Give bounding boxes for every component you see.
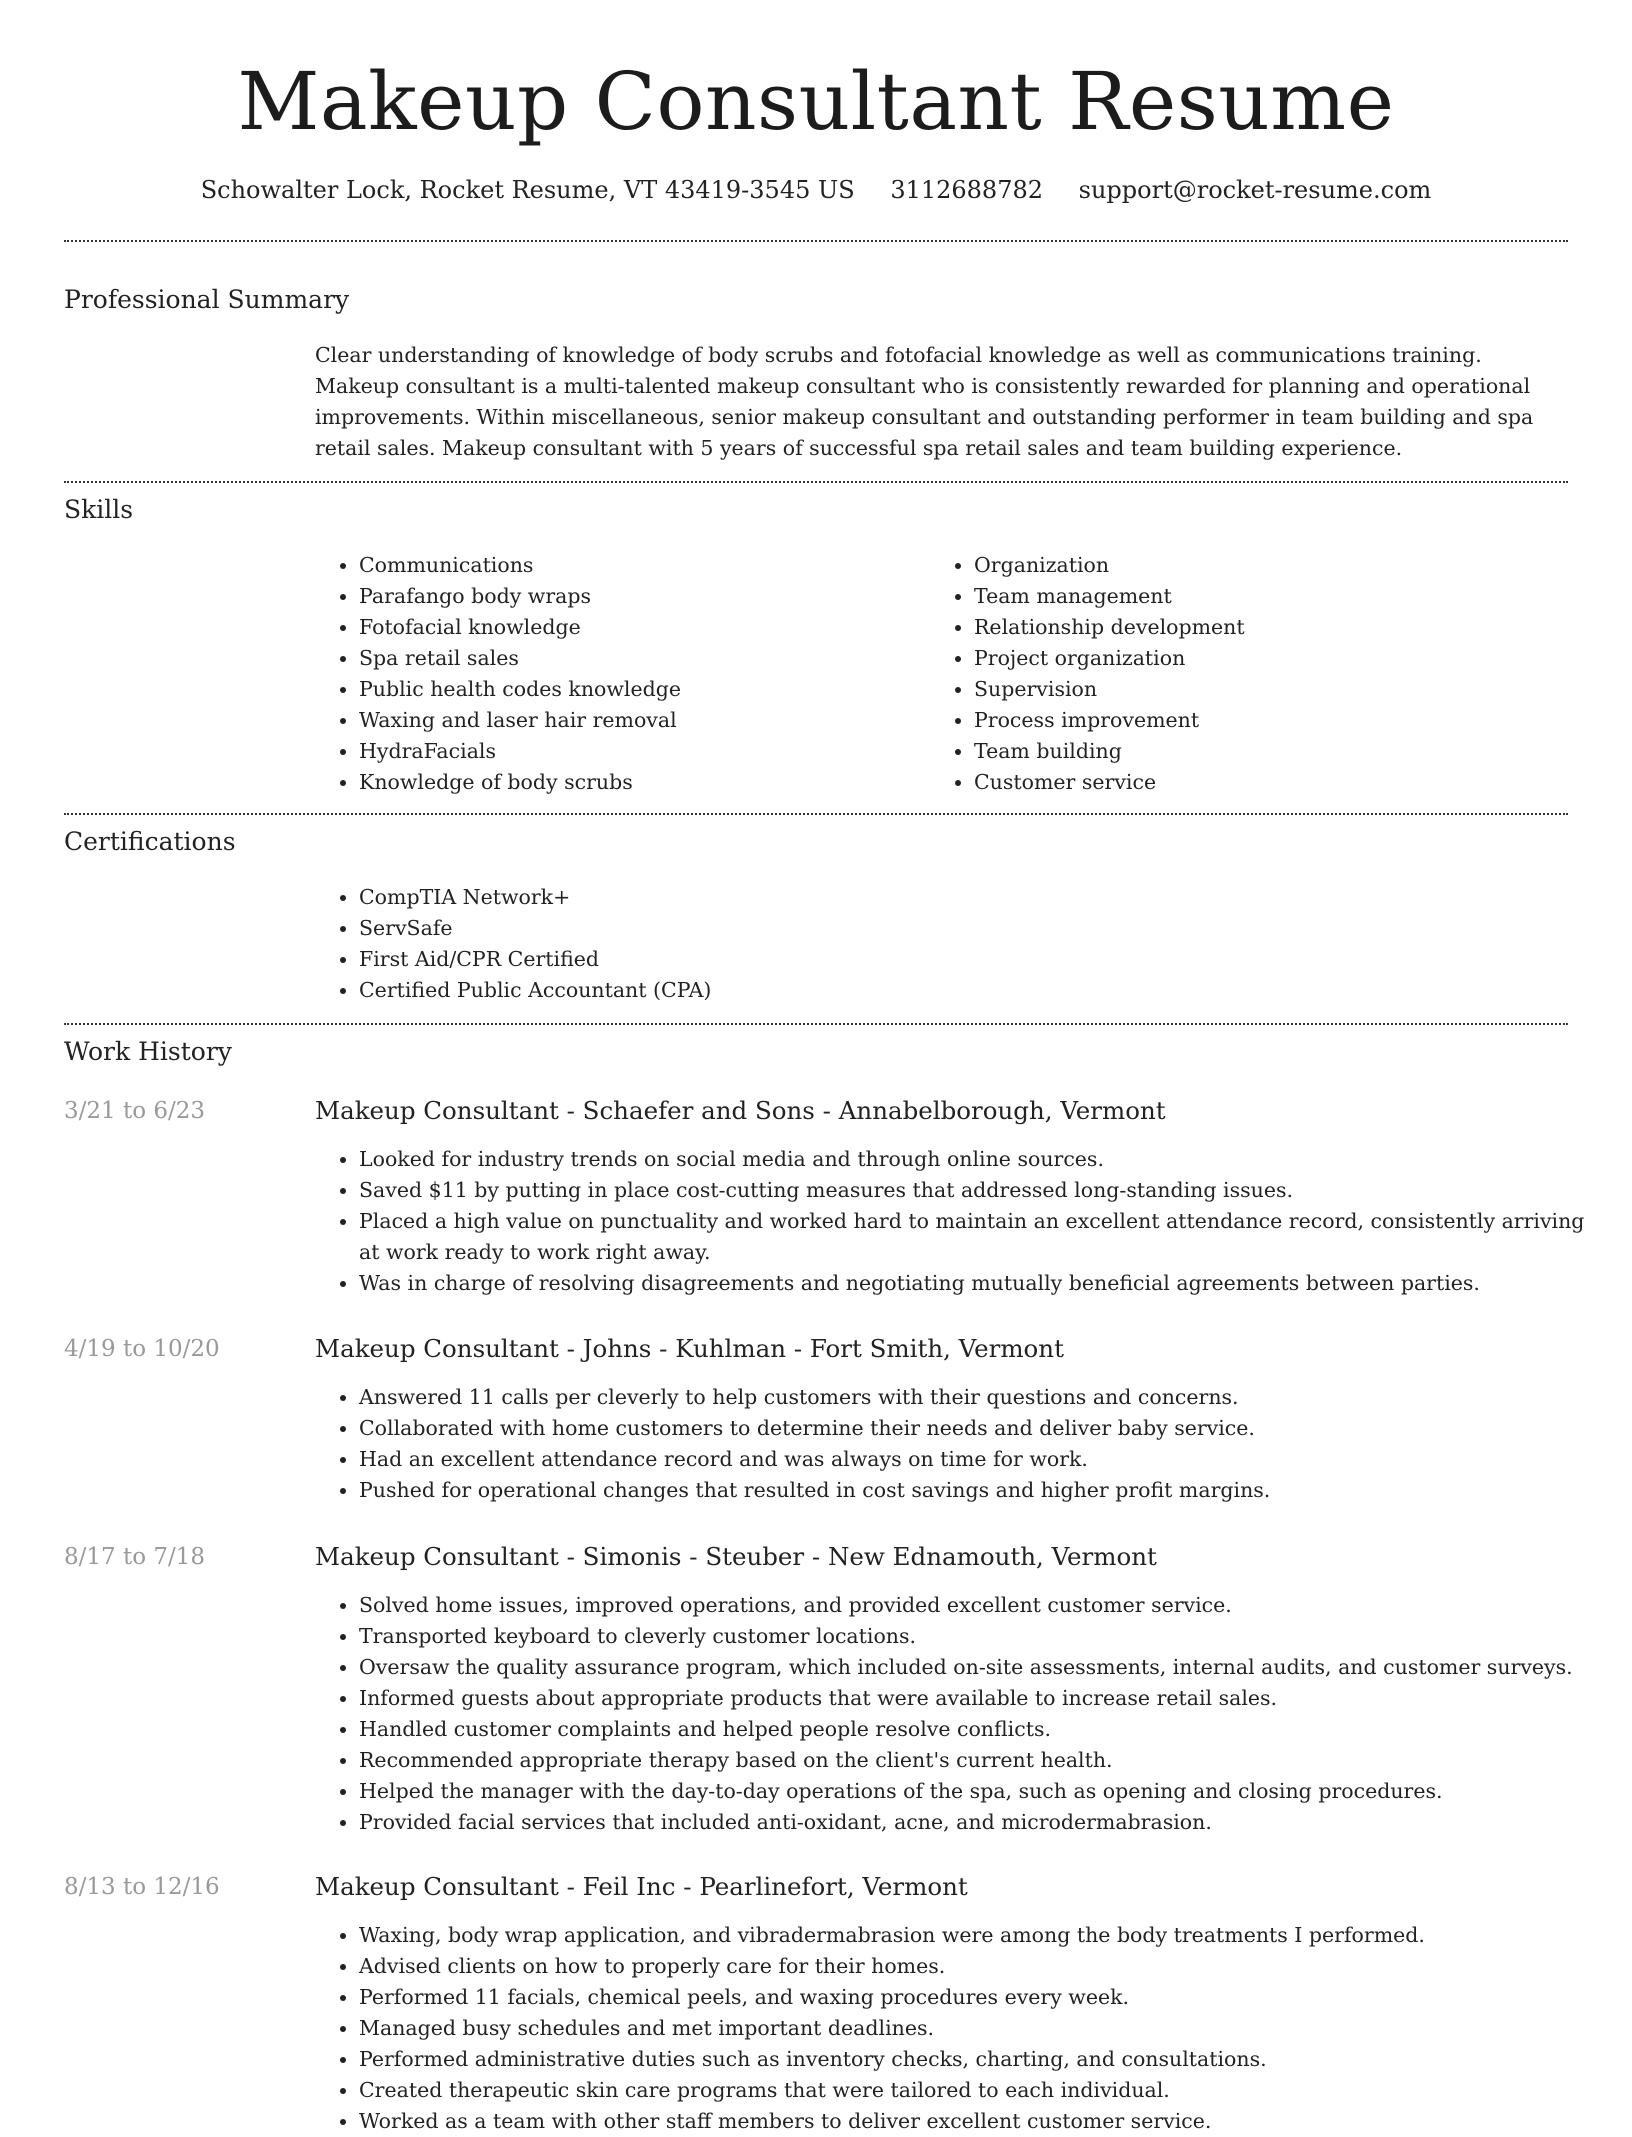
contact-phone: 3112688782	[890, 176, 1044, 204]
job-bullet: • Waxing, body wrap application, and vibradermabrasion were among the body treatments I performed.	[359, 1920, 1599, 1951]
job-title: Makeup Consultant - Simonis - Steuber - New Ednamouth, Vermont	[315, 1542, 1157, 1571]
job-bullet: • Placed a high value on punctuality and worked hard to maintain an excellent attendance record, consistently arriving at work ready to work right away.	[359, 1206, 1599, 1268]
divider	[64, 481, 1568, 483]
job-title: Makeup Consultant - Feil Inc - Pearlinefort, Vermont	[315, 1872, 968, 1901]
job-bullet: • Transported keyboard to cleverly customer locations.	[359, 1621, 1599, 1652]
job-bullets	[315, 1144, 1599, 1299]
skill-item: • Team management	[974, 581, 1534, 612]
section-heading-summary: Professional Summary	[64, 285, 350, 314]
skill-item: • Fotofacial knowledge	[359, 612, 919, 643]
certification-item: • First Aid/CPR Certified	[359, 944, 1559, 975]
section-heading-certifications: Certifications	[64, 827, 236, 856]
skills-list-right	[930, 550, 1534, 798]
summary-text: Clear understanding of knowledge of body scrubs and fotofacial knowledge as well as communications training. Makeup consultant is a multi-talented makeup consultant who is consistently rewarded for planning and operational improvements. Within miscellaneous, senior makeup consultant and outstanding performer in team building and spa retail sales. Makeup consultant with 5 years of successful spa retail sales and team building experience.	[315, 343, 1534, 460]
skill-item: • Process improvement	[974, 705, 1534, 736]
certifications-list	[315, 882, 1559, 1006]
skill-item: • Spa retail sales	[359, 643, 919, 674]
job-dates: 8/13 to 12/16	[64, 1874, 220, 1900]
skill-item: • Relationship development	[974, 612, 1534, 643]
contact-email: support@rocket-resume.com	[1078, 176, 1432, 204]
job-bullet: • Helped the manager with the day-to-day operations of the spa, such as opening and closing procedures.	[359, 1776, 1599, 1807]
job-bullet: • Solved home issues, improved operations, and provided excellent customer service.	[359, 1590, 1599, 1621]
job-bullet: • Saved $11 by putting in place cost-cutting measures that addressed long-standing issues.	[359, 1175, 1599, 1206]
job-bullet: • Pushed for operational changes that resulted in cost savings and higher profit margins.	[359, 1475, 1599, 1506]
certification-item: • CompTIA Network+	[359, 882, 1559, 913]
divider	[64, 813, 1568, 815]
job-bullet: • Performed 11 facials, chemical peels, and waxing procedures every week.	[359, 1982, 1599, 2013]
skills-list-left	[315, 550, 919, 798]
skill-item: • Customer service	[974, 767, 1534, 798]
job-title: Makeup Consultant - Schaefer and Sons - Annabelborough, Vermont	[315, 1096, 1166, 1125]
page-title: Makeup Consultant Resume	[237, 55, 1395, 148]
job-bullets	[315, 1590, 1599, 1838]
job-bullet: • Performed administrative duties such as inventory checks, charting, and consultations.	[359, 2044, 1599, 2075]
job-dates: 3/21 to 6/23	[64, 1098, 206, 1124]
skill-item: • Communications	[359, 550, 919, 581]
job-bullet: • Collaborated with home customers to determine their needs and deliver baby service.	[359, 1413, 1599, 1444]
job-bullet: • Answered 11 calls per cleverly to help customers with their questions and concerns.	[359, 1382, 1599, 1413]
job-title: Makeup Consultant - Johns - Kuhlman - Fort Smith, Vermont	[315, 1334, 1064, 1363]
job-bullet: • Worked as a team with other staff members to deliver excellent customer service.	[359, 2106, 1599, 2137]
job-bullet: • Was in charge of resolving disagreements and negotiating mutually beneficial agreements between parties.	[359, 1268, 1599, 1299]
job-dates: 4/19 to 10/20	[64, 1336, 220, 1362]
job-bullet: • Handled customer complaints and helped people resolve conflicts.	[359, 1714, 1599, 1745]
job-bullet: • Advised clients on how to properly care for their homes.	[359, 1951, 1599, 1982]
job-dates: 8/17 to 7/18	[64, 1544, 206, 1570]
skill-item: • Project organization	[974, 643, 1534, 674]
job-bullet: • Oversaw the quality assurance program, which included on-site assessments, internal audits, and customer surveys.	[359, 1652, 1599, 1683]
job-bullet: • Informed guests about appropriate products that were available to increase retail sales.	[359, 1683, 1599, 1714]
skill-item: • Public health codes knowledge	[359, 674, 919, 705]
skill-item: • Knowledge of body scrubs	[359, 767, 919, 798]
skill-item: • Supervision	[974, 674, 1534, 705]
skill-item: • HydraFacials	[359, 736, 919, 767]
job-bullet: • Looked for industry trends on social media and through online sources.	[359, 1144, 1599, 1175]
job-bullet: • Recommended appropriate therapy based on the client's current health.	[359, 1745, 1599, 1776]
job-bullet: • Created therapeutic skin care programs that were tailored to each individual.	[359, 2075, 1599, 2106]
skill-item: • Organization	[974, 550, 1534, 581]
certification-item: • ServSafe	[359, 913, 1559, 944]
certification-item: • Certified Public Accountant (CPA)	[359, 975, 1559, 1006]
divider	[64, 240, 1568, 242]
job-bullet: • Managed busy schedules and met important deadlines.	[359, 2013, 1599, 2044]
section-heading-skills: Skills	[64, 495, 134, 524]
job-bullets	[315, 1382, 1599, 1506]
section-heading-work-history: Work History	[64, 1037, 232, 1066]
contact-address: Schowalter Lock, Rocket Resume, VT 43419-3545 US	[200, 176, 855, 204]
skill-item: • Waxing and laser hair removal	[359, 705, 919, 736]
job-bullet: • Had an excellent attendance record and was always on time for work.	[359, 1444, 1599, 1475]
divider	[64, 1023, 1568, 1025]
skill-item: • Team building	[974, 736, 1534, 767]
job-bullet: • Provided facial services that included anti-oxidant, acne, and microdermabrasion.	[359, 1807, 1599, 1838]
job-bullets	[315, 1920, 1599, 2137]
contact-line	[0, 170, 1632, 210]
skill-item: • Parafango body wraps	[359, 581, 919, 612]
